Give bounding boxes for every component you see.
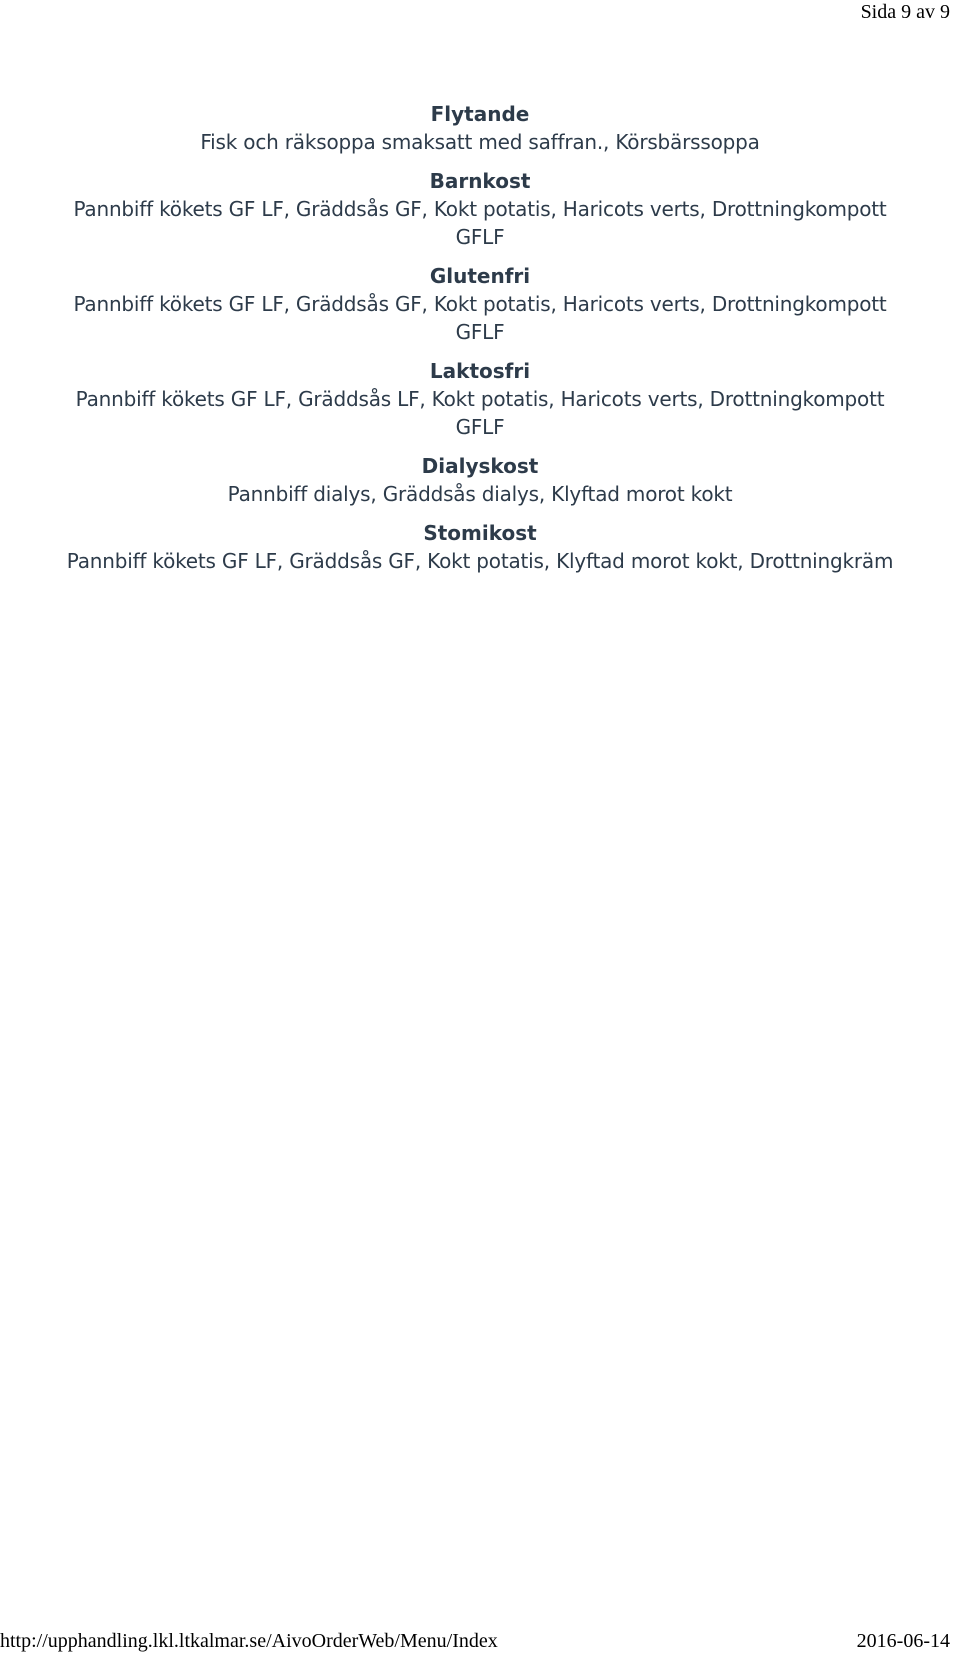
- section-items: Fisk och räksoppa smaksatt med saffran., Körsbärssoppa: [200, 130, 760, 154]
- section-items: Pannbiff kökets GF LF, Gräddsås GF, Kokt potatis, Haricots verts, Drottningkompott GFLF: [73, 292, 887, 344]
- section-items: Pannbiff kökets GF LF, Gräddsås GF, Kokt potatis, Haricots verts, Drottningkompott GFLF: [73, 197, 887, 249]
- footer-date: 2016-06-14: [856, 1630, 950, 1652]
- menu-section-barnkost: [40, 167, 920, 251]
- menu-section-glutenfri: [40, 262, 920, 346]
- menu-section-dialyskost: [40, 452, 920, 508]
- section-title: Glutenfri: [429, 264, 531, 288]
- menu-section-laktosfri: [40, 357, 920, 441]
- section-title: Flytande: [430, 102, 530, 126]
- menu-list: [40, 100, 920, 586]
- section-title: Laktosfri: [429, 359, 531, 383]
- page-indicator: Sida 9 av 9: [860, 1, 950, 23]
- section-items: Pannbiff kökets GF LF, Gräddsås GF, Kokt potatis, Klyftad morot kokt, Drottningkräm: [66, 549, 894, 573]
- footer-url: http://upphandling.lkl.ltkalmar.se/AivoOrderWeb/Menu/Index: [0, 1630, 498, 1652]
- section-title: Dialyskost: [421, 454, 539, 478]
- section-items: Pannbiff dialys, Gräddsås dialys, Klyftad morot kokt: [227, 482, 733, 506]
- menu-section-stomikost: [40, 519, 920, 575]
- section-title: Stomikost: [423, 521, 537, 545]
- section-items: Pannbiff kökets GF LF, Gräddsås LF, Kokt potatis, Haricots verts, Drottningkompott GFLF: [75, 387, 885, 439]
- section-title: Barnkost: [429, 169, 531, 193]
- menu-section-flytande: [40, 100, 920, 156]
